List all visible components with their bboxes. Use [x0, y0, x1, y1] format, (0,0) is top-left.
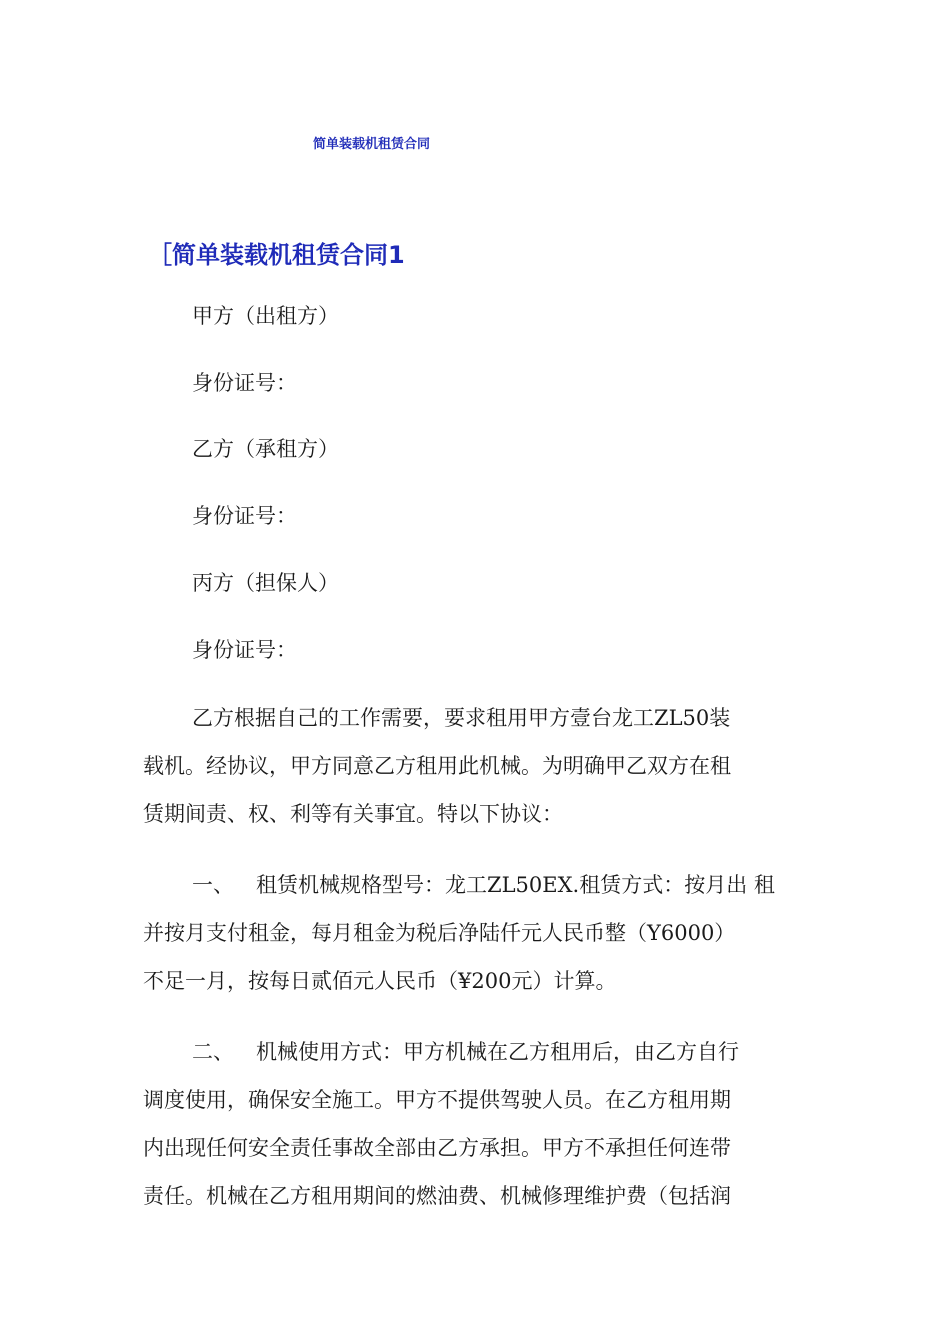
- section-heading: ［简单装载机租赁合同1: [148, 241, 405, 269]
- clause-line: [143, 861, 823, 909]
- clause-number: 二、: [192, 1040, 234, 1064]
- party-lessor: 甲方（出租方）: [192, 304, 339, 328]
- party-lessee-id: 身份证号：: [192, 504, 297, 528]
- intro-line: 载机。经协议，甲方同意乙方租用此机械。为明确甲乙双方在租: [143, 754, 731, 778]
- clause-line: 并按月支付租金，每月租金为税后净陆仟元人民币整（Y6000）: [143, 921, 736, 945]
- clause-line: 内出现任何安全责任事故全部由乙方承担。甲方不承担任何连带: [143, 1136, 731, 1160]
- document-header-title: 简单装载机租赁合同: [313, 137, 431, 152]
- party-lessee: 乙方（承租方）: [192, 437, 339, 461]
- intro-line: 乙方根据自己的工作需要，要求租用甲方壹台龙工ZL50装: [192, 706, 731, 730]
- intro-line: 赁期间责、权、利等有关事宜。特以下协议：: [143, 802, 563, 826]
- clause-line: 不足一月，按每日贰佰元人民币（¥200元）计算。: [143, 969, 617, 993]
- clause-1-paragraph: [143, 861, 823, 1005]
- party-lessor-id: 身份证号：: [192, 371, 297, 395]
- party-guarantor-id: 身份证号：: [192, 638, 297, 662]
- clause-line: 责任。机械在乙方租用期间的燃油费、机械修理维护费（包括润: [143, 1184, 731, 1208]
- clause-text: 租赁机械规格型号：龙工ZL50EX.租赁方式：按月出 租: [256, 873, 775, 897]
- clause-2-paragraph: [143, 1028, 823, 1220]
- clause-line: 调度使用，确保安全施工。甲方不提供驾驶人员。在乙方租用期: [143, 1088, 731, 1112]
- clause-line: [143, 1028, 823, 1076]
- intro-paragraph: [143, 694, 823, 838]
- clause-number: 一、: [192, 873, 234, 897]
- party-guarantor: 丙方（担保人）: [192, 571, 339, 595]
- clause-text: 机械使用方式：甲方机械在乙方租用后，由乙方自行: [256, 1040, 739, 1064]
